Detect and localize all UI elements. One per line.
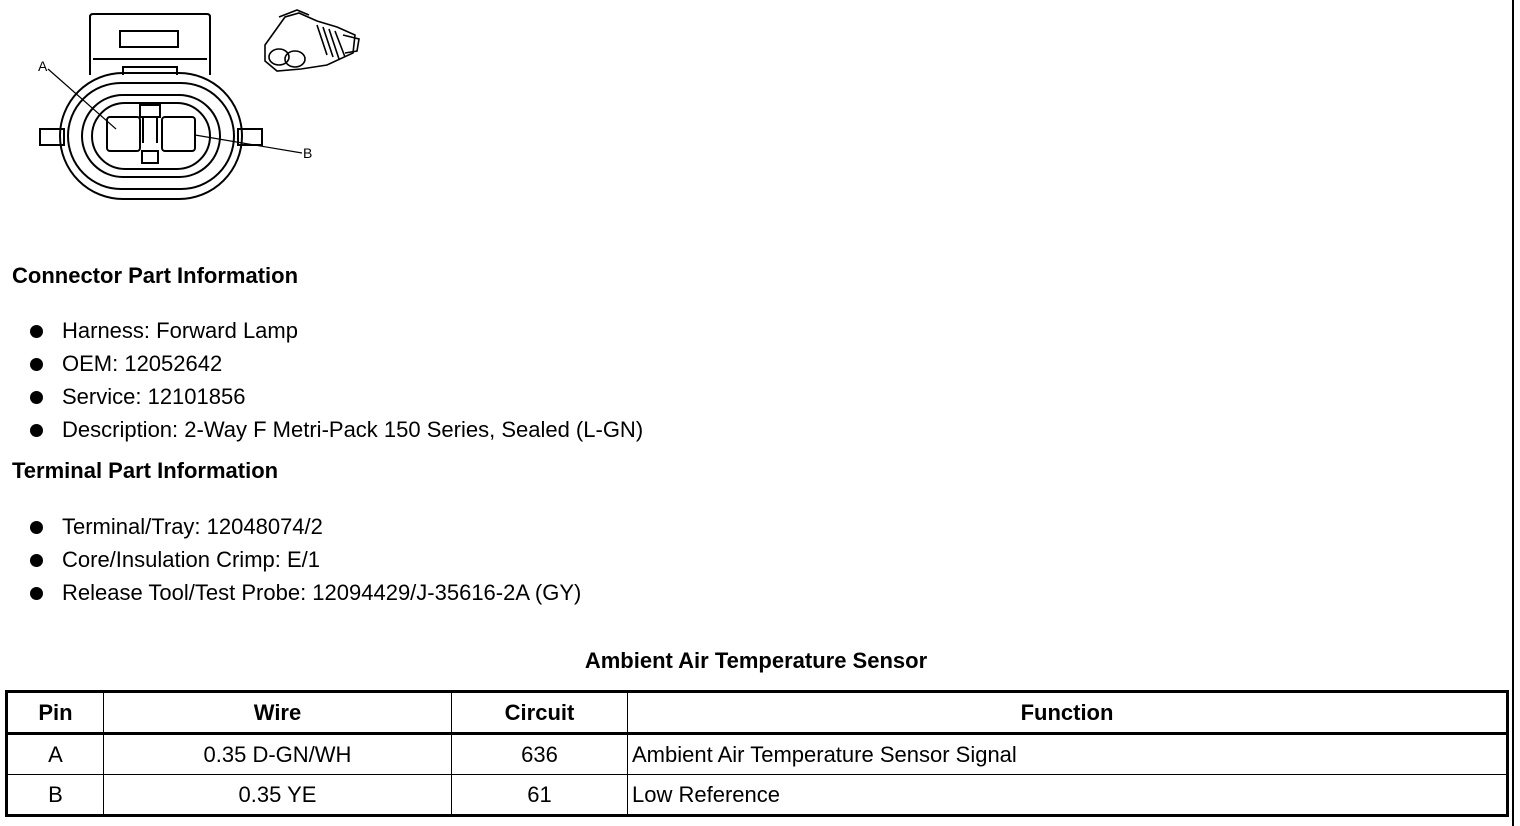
list-item-text: Release Tool/Test Probe: 12094429/J-35616-2A (GY) xyxy=(62,580,582,605)
pin-b-label: B xyxy=(303,145,313,161)
list-item xyxy=(28,512,581,545)
bullet-icon xyxy=(30,325,43,338)
terminal-part-info-list xyxy=(28,512,581,611)
table-title: Ambient Air Temperature Sensor xyxy=(584,648,928,673)
list-item xyxy=(28,578,581,611)
bullet-icon xyxy=(30,587,43,600)
connector-part-info-heading: Connector Part Information xyxy=(12,263,299,288)
pinout-table xyxy=(5,690,1509,817)
list-item-text: Core/Insulation Crimp: E/1 xyxy=(62,547,320,572)
list-item xyxy=(28,382,643,415)
list-item xyxy=(28,415,643,448)
function-cell: Low Reference xyxy=(628,775,1508,816)
column-header-pin: Pin xyxy=(7,692,104,734)
page-border-rule xyxy=(1512,0,1514,826)
column-header-circuit: Circuit xyxy=(452,692,628,734)
table-row xyxy=(7,734,1508,775)
table-header-row xyxy=(7,692,1508,734)
bullet-icon xyxy=(30,554,43,567)
function-cell: Ambient Air Temperature Sensor Signal xyxy=(628,734,1508,775)
list-item-text: Terminal/Tray: 12048074/2 xyxy=(62,514,323,539)
list-item-text: OEM: 12052642 xyxy=(62,351,223,376)
list-item xyxy=(28,316,643,349)
column-header-function: Function xyxy=(628,692,1508,734)
wire-cell: 0.35 D-GN/WH xyxy=(104,734,452,775)
list-item-text: Harness: Forward Lamp xyxy=(62,318,298,343)
circuit-cell: 61 xyxy=(452,775,628,816)
terminal-part-info-heading: Terminal Part Information xyxy=(12,458,279,483)
list-item-text: Service: 12101856 xyxy=(62,384,246,409)
bullet-icon xyxy=(30,521,43,534)
list-item-text: Description: 2-Way F Metri-Pack 150 Series, Sealed (L-GN) xyxy=(62,417,644,442)
table-row xyxy=(7,775,1508,816)
pin-cell: B xyxy=(7,775,104,816)
pin-cell: A xyxy=(7,734,104,775)
bullet-icon xyxy=(30,358,43,371)
bullet-icon xyxy=(30,424,43,437)
pin-a-label: A xyxy=(38,58,48,74)
list-item xyxy=(28,349,643,382)
column-header-wire: Wire xyxy=(104,692,452,734)
connector-isometric-sketch xyxy=(257,5,367,80)
circuit-cell: 636 xyxy=(452,734,628,775)
wire-cell: 0.35 YE xyxy=(104,775,452,816)
connector-part-info-list xyxy=(28,316,643,448)
bullet-icon xyxy=(30,391,43,404)
list-item xyxy=(28,545,581,578)
